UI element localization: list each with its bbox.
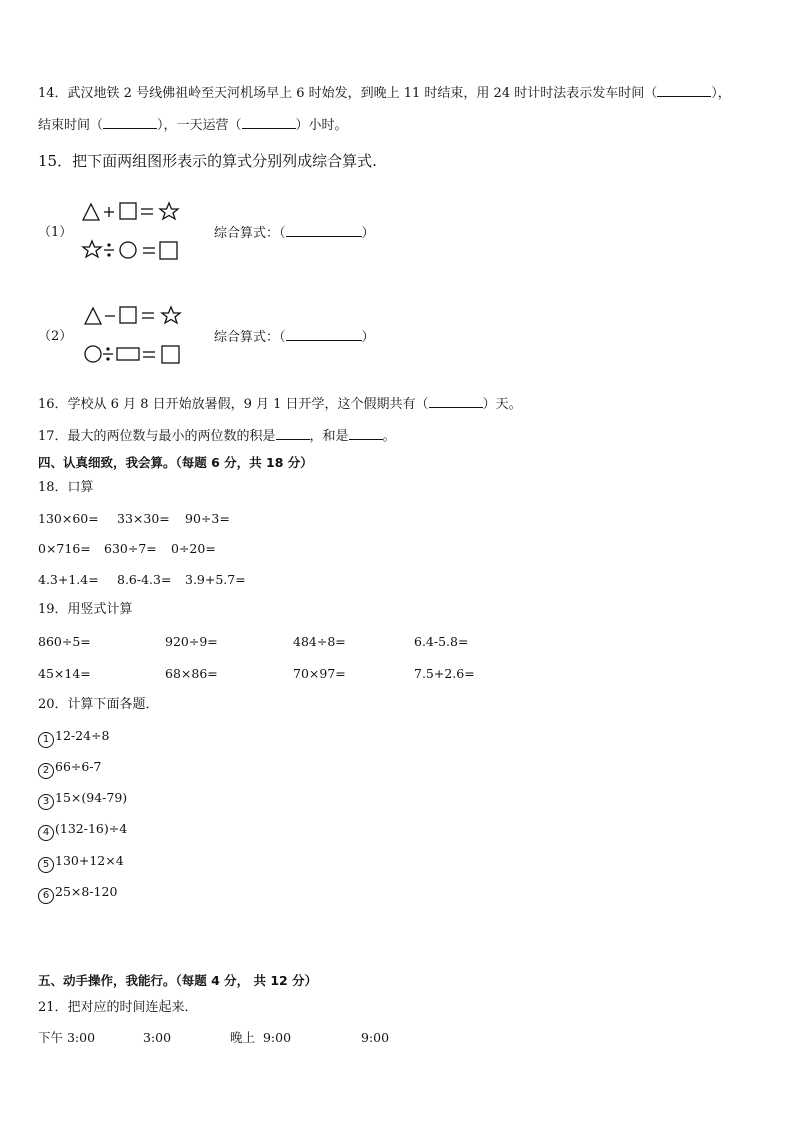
square-icon xyxy=(120,307,136,323)
rectangle-icon xyxy=(117,348,139,360)
q18-r2c1: 0×716= xyxy=(38,541,91,556)
q18-r1c1: 130×60= xyxy=(38,511,99,526)
q19-r1c1: 860÷5= xyxy=(38,634,91,649)
star-icon xyxy=(162,307,180,323)
q18-r2c3: 0÷20= xyxy=(171,541,216,556)
star-icon xyxy=(83,241,101,257)
square-icon xyxy=(120,203,136,219)
triangle-icon xyxy=(85,308,101,324)
q21-time-1: 下午 3:00 xyxy=(38,1030,96,1045)
q19-r1c2: 920÷9= xyxy=(165,634,218,649)
q21-title: 21．把对应的时间连起来． xyxy=(38,1000,198,1015)
q18-r3c3: 3.9+5.7= xyxy=(185,572,246,587)
square-icon xyxy=(162,346,179,363)
q16-line: 16．学校从 6 月 8 日开始放暑假，9 月 1 日开学，这个假期共有（ ）天。 xyxy=(38,397,522,412)
q14-blank-start-time[interactable] xyxy=(657,84,711,97)
q19-r1c3: 484÷8= xyxy=(293,634,346,649)
q21-time-2: 3:00 xyxy=(143,1030,172,1045)
q15-group2-figure xyxy=(82,304,192,368)
circle-icon xyxy=(85,346,101,362)
q18-r3c2: 8.6-4.3= xyxy=(117,572,172,587)
q15-group1-figure xyxy=(80,200,190,264)
q17-blank-sum[interactable] xyxy=(349,427,383,440)
q14-line1: 14．武汉地铁 2 号线佛祖岭至天河机场早上 6 时始发，到晚上 11 时结束，用 24 时计时法表示发车时间（ ）， xyxy=(38,86,731,101)
q20-item-3: 3 15×(94-79) xyxy=(38,789,127,810)
q15-item1-blank[interactable] xyxy=(286,224,362,237)
q17-line: 17．最大的两位数与最小的两位数的积是 ，和是 。 xyxy=(38,429,396,444)
q19-r2c4: 7.5+2.6= xyxy=(414,666,475,681)
q15-title: 15．把下面两组图形表示的算式分别列成综合算式. xyxy=(38,152,377,170)
q20-item-1: 1 12-24÷8 xyxy=(38,727,109,748)
q21-time-3: 晚上 9:00 xyxy=(230,1030,292,1045)
q15-item1-answer: 综合算式：（ ） xyxy=(214,226,375,241)
section5-title: 五、动手操作，我能行。（每题 4 分， 共 12 分） xyxy=(38,973,318,988)
q15-item1-label: （1） xyxy=(38,225,73,240)
q20-title: 20．计算下面各题． xyxy=(38,697,159,712)
q19-title: 19．用竖式计算 xyxy=(38,602,133,617)
star-icon xyxy=(160,203,178,219)
q16-blank-days[interactable] xyxy=(429,395,483,408)
q18-r3c1: 4.3+1.4= xyxy=(38,572,99,587)
q18-r1c2: 33×30= xyxy=(117,511,170,526)
triangle-icon xyxy=(83,204,99,220)
q20-item-4: 4 (132-16)÷4 xyxy=(38,820,127,841)
q19-r2c2: 68×86= xyxy=(165,666,218,681)
q17-blank-product[interactable] xyxy=(276,427,310,440)
q14-blank-hours[interactable] xyxy=(242,116,296,129)
square-icon xyxy=(160,242,177,259)
q18-r1c3: 90÷3= xyxy=(185,511,230,526)
q19-r2c1: 45×14= xyxy=(38,666,91,681)
q19-r1c4: 6.4-5.8= xyxy=(414,634,469,649)
q14-line2: 结束时间（ ），一天运营（ ）小时。 xyxy=(38,118,348,133)
q20-item-2: 2 66÷6-7 xyxy=(38,758,102,779)
q20-item-5: 5 130+12×4 xyxy=(38,852,124,873)
q21-time-4: 9:00 xyxy=(361,1030,390,1045)
q15-item2-label: （2） xyxy=(38,329,73,344)
q18-title: 18．口算 xyxy=(38,480,94,495)
q20-item-6: 6 25×8-120 xyxy=(38,883,117,904)
q15-item2-answer: 综合算式：（ ） xyxy=(214,330,375,345)
q19-r2c3: 70×97= xyxy=(293,666,346,681)
circle-icon xyxy=(120,242,136,258)
section4-title: 四、认真细致，我会算。（每题 6 分，共 18 分） xyxy=(38,455,313,470)
q14-blank-end-time[interactable] xyxy=(103,116,157,129)
q15-item2-blank[interactable] xyxy=(286,328,362,341)
q18-r2c2: 630÷7= xyxy=(104,541,157,556)
